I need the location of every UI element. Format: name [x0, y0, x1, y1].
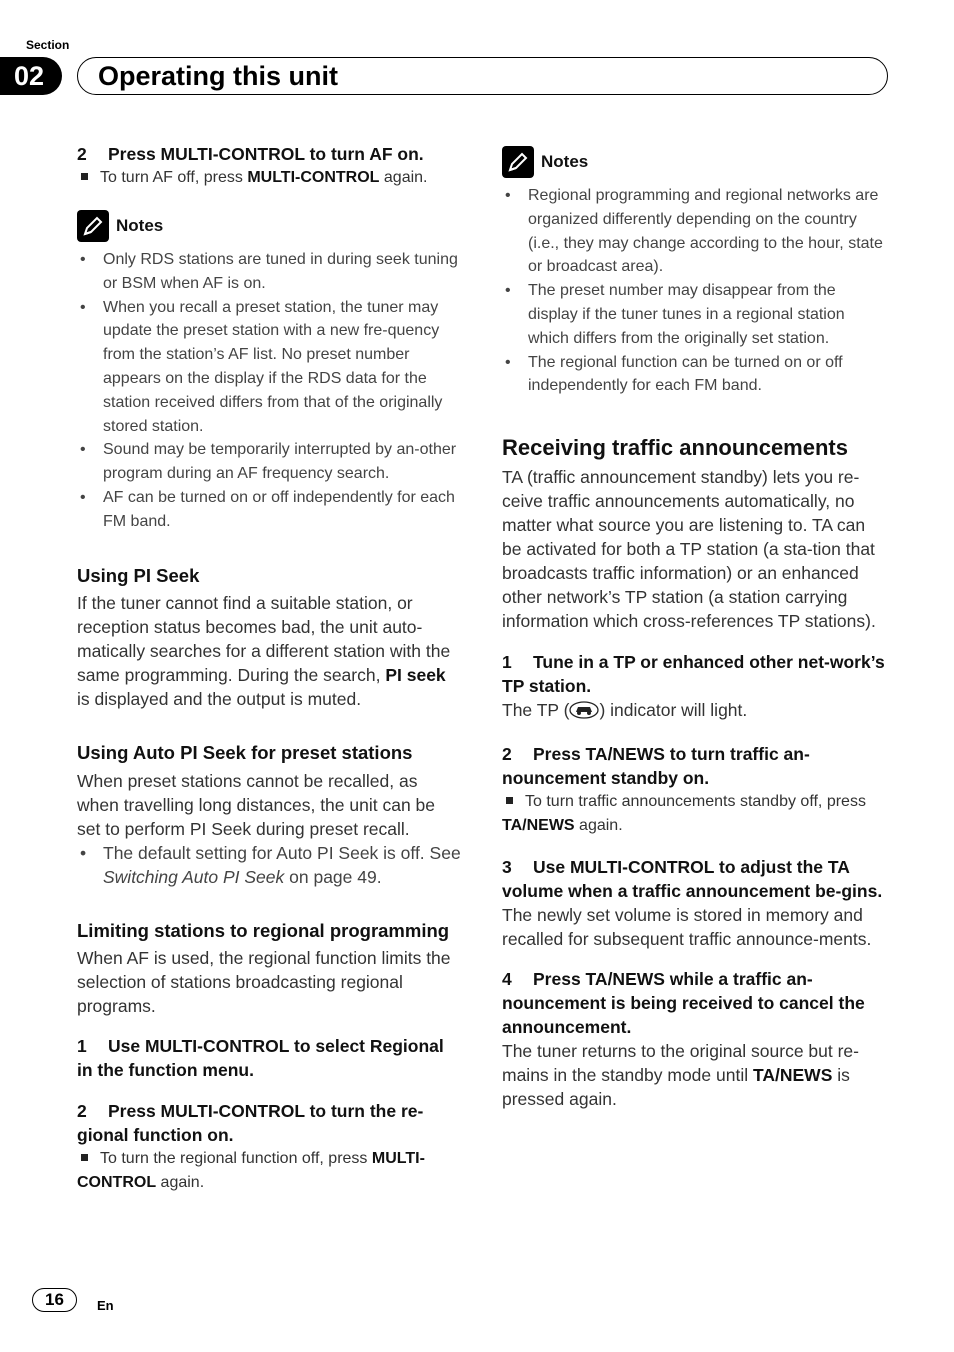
section-number-badge: 02 — [0, 57, 62, 95]
pencil-note-icon — [77, 210, 109, 242]
notes-label: Notes — [541, 152, 589, 171]
list-item: • Regional programming and regional networks are organized differently depending on the country (i.e., they may change according to the hour, state or broadcast area). — [505, 187, 883, 276]
page-title-text: Operating this unit — [98, 60, 338, 91]
notes-heading — [77, 210, 463, 242]
step-ta-standby-off-note: To turn traffic announcements standby off, press TA/NEWS again. — [502, 793, 866, 835]
square-bullet-icon — [81, 1154, 88, 1161]
step-tune-tp: 1 Tune in a TP or enhanced other net-work’s TP station. — [502, 652, 885, 697]
step-tune-tp-body: The TP ( ) indicator will light. — [502, 698, 888, 725]
square-bullet-icon — [506, 797, 513, 804]
step-adjust-ta-volume-body: The newly set volume is stored in memory and recalled for subsequent traffic announce-ments. — [502, 905, 872, 950]
heading-limiting-regional: Limiting stations to regional programming — [77, 919, 450, 941]
square-bullet-icon — [81, 173, 88, 180]
notes-list — [77, 248, 463, 534]
list-item: • Only RDS stations are tuned in during seek tuning or BSM when AF is on. — [80, 251, 458, 292]
pencil-note-icon — [502, 146, 534, 178]
step-adjust-ta-volume: 3 Use MULTI-CONTROL to adjust the TA volume when a traffic announcement be-gins. — [502, 857, 883, 902]
list-item: • Sound may be temporarily interrupted by an-other program during an AF frequency search. — [80, 441, 457, 483]
page-number: 16 — [32, 1288, 77, 1312]
car-icon — [569, 701, 599, 725]
step-cancel-announcement: 4 Press TA/NEWS while a traffic an-nouncement is being received to cancel the announcement. — [502, 969, 865, 1038]
pi-seek-body: If the tuner cannot find a suitable station, or reception status becomes bad, the unit auto-matically searches for a different station with the same programming. During the search, PI seek is displayed and the output is muted. — [77, 593, 451, 710]
section-label: Section — [26, 38, 70, 52]
step-af-off-note: To turn AF off, press MULTI-CONTROL again. — [77, 166, 463, 190]
traffic-body: TA (traffic announcement standby) lets you re-ceive traffic announcements automatically, no matter what source you are listening to. TA can be activated for both a TP station (a sta-tion that broadcasts traffic information) or an enhanced other network’s TP station (a station carrying information which cross-references TP stations). — [502, 467, 876, 632]
list-item: • The default setting for Auto PI Seek is off. See Switching Auto PI Seek on page 49. — [80, 842, 461, 887]
step-regional-on: 2 Press MULTI-CONTROL to turn the re-gional function on. — [77, 1101, 424, 1146]
notes-heading — [502, 146, 888, 178]
step-cancel-announcement-body: The tuner returns to the original source but re-mains in the standby mode until TA/NEWS is pressed again. — [502, 1041, 859, 1110]
heading-auto-pi-seek: Using Auto PI Seek for preset stations — [77, 742, 413, 764]
left-column — [77, 140, 463, 1195]
heading-using-pi-seek: Using PI Seek — [77, 564, 200, 586]
list-item: • The regional function can be turned on or off independently for each FM band. — [505, 353, 843, 395]
step-select-regional: 1 Use MULTI-CONTROL to select Regional in the function menu. — [77, 1036, 444, 1081]
step-regional-off-note: To turn the regional function off, press MULTI-CONTROL again. — [77, 1150, 425, 1192]
notes-list — [502, 184, 888, 398]
limiting-regional-body: When AF is used, the regional function limits the selection of stations broadcasting regional programs. — [77, 948, 451, 1017]
auto-pi-seek-bullets — [77, 841, 463, 889]
step-turn-af-on: 2 Press MULTI-CONTROL to turn AF on. — [77, 144, 424, 164]
step-ta-standby-on: 2 Press TA/NEWS to turn traffic an-nouncement standby on. — [502, 744, 810, 789]
heading-receiving-traffic: Receiving traffic announcements — [502, 435, 848, 461]
list-item: • When you recall a preset station, the tuner may update the preset station with a new fre-quency from the station’s AF list. No preset number appears on the display if the RDS data for the station received differs from that of the originally stored station. — [80, 298, 443, 435]
page-title — [77, 57, 888, 95]
list-item: • AF can be turned on or off independently for each FM band. — [80, 488, 455, 530]
right-column — [502, 146, 888, 1111]
language-label: En — [97, 1298, 114, 1313]
notes-label: Notes — [116, 216, 164, 235]
auto-pi-seek-body: When preset stations cannot be recalled, as when travelling long distances, the unit can be set to perform PI Seek during preset recall. — [77, 770, 436, 839]
list-item: • The preset number may disappear from the display if the tuner tunes in a regional station which differs from the originally set station. — [505, 282, 845, 347]
